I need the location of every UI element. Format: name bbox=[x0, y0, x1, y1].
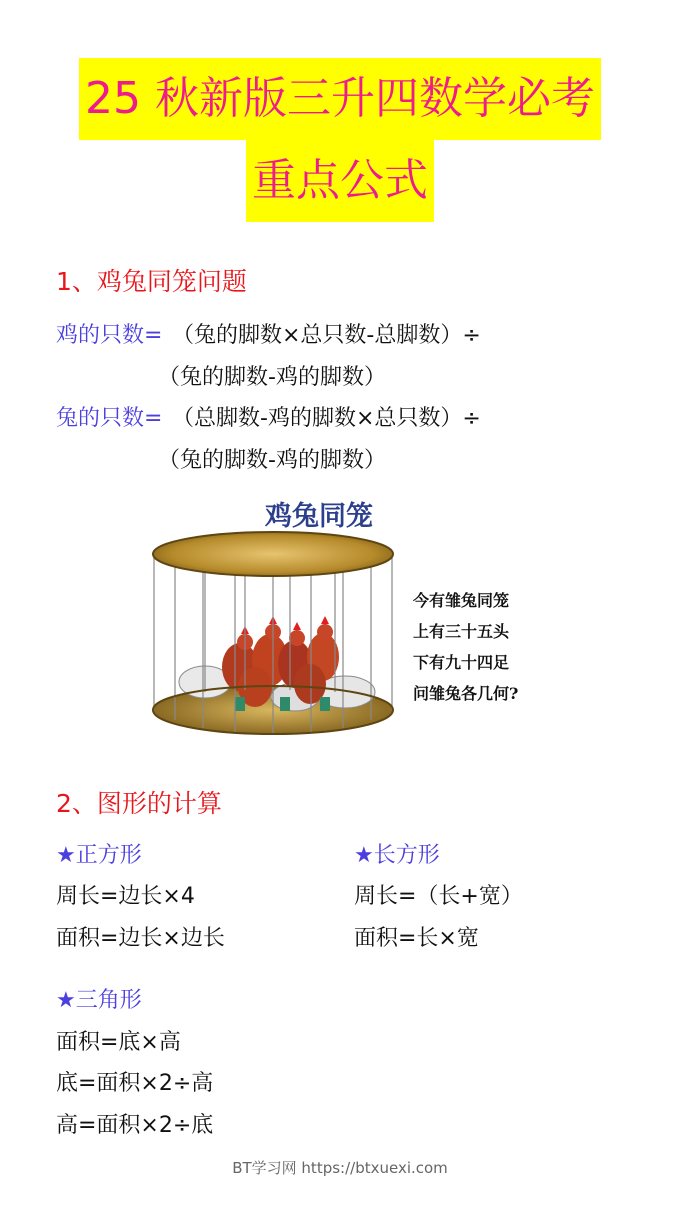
section-2-heading: 2、图形的计算 bbox=[56, 789, 222, 818]
animals-group bbox=[179, 616, 375, 711]
rabbit-formula-line-1: （总脚数-鸡的脚数×总只数）÷ bbox=[172, 406, 481, 431]
chicken-formula-line-2: （兔的脚数-鸡的脚数） bbox=[158, 365, 386, 390]
rabbit-count-label: 兔的只数= bbox=[56, 406, 163, 431]
triangle-height: 高=面积×2÷底 bbox=[56, 1113, 214, 1138]
square-heading: ★正方形 bbox=[56, 843, 142, 868]
poem-line-4: 问雏兔各几何? bbox=[413, 684, 519, 703]
section-1-heading: 1、鸡兔同笼问题 bbox=[56, 267, 247, 296]
document-title bbox=[0, 58, 680, 222]
triangle-base: 底=面积×2÷高 bbox=[56, 1071, 214, 1096]
footer-watermark: BT学习网 https://btxuexi.com bbox=[232, 1159, 448, 1177]
poem-line-3: 下有九十四足 bbox=[413, 653, 510, 672]
rabbit-formula-line-2: （兔的脚数-鸡的脚数） bbox=[158, 448, 386, 473]
square-area: 面积=边长×边长 bbox=[56, 926, 225, 951]
cage-lid bbox=[153, 532, 393, 576]
chicken-rabbit-cage-illustration bbox=[145, 492, 545, 740]
triangle-heading: ★三角形 bbox=[56, 988, 142, 1013]
illustration-poem bbox=[412, 591, 518, 703]
rectangle-area: 面积=长×宽 bbox=[354, 926, 479, 951]
rectangle-heading: ★长方形 bbox=[354, 843, 440, 868]
triangle-area: 面积=底×高 bbox=[56, 1030, 181, 1055]
poem-line-2: 上有三十五头 bbox=[413, 622, 510, 641]
chicken-formula-line-1: （兔的脚数×总只数-总脚数）÷ bbox=[172, 323, 481, 348]
illustration-caption: 鸡兔同笼 bbox=[265, 501, 373, 532]
rectangle-perimeter: 周长=（长+宽） bbox=[354, 884, 523, 909]
title-line-2: 重点公式 bbox=[246, 140, 434, 222]
poem-line-1: 今有雏兔同笼 bbox=[413, 591, 510, 610]
square-perimeter: 周长=边长×4 bbox=[56, 884, 195, 909]
title-line-1: 25 秋新版三升四数学必考 bbox=[79, 58, 601, 140]
chicken-count-label: 鸡的只数= bbox=[56, 323, 163, 348]
